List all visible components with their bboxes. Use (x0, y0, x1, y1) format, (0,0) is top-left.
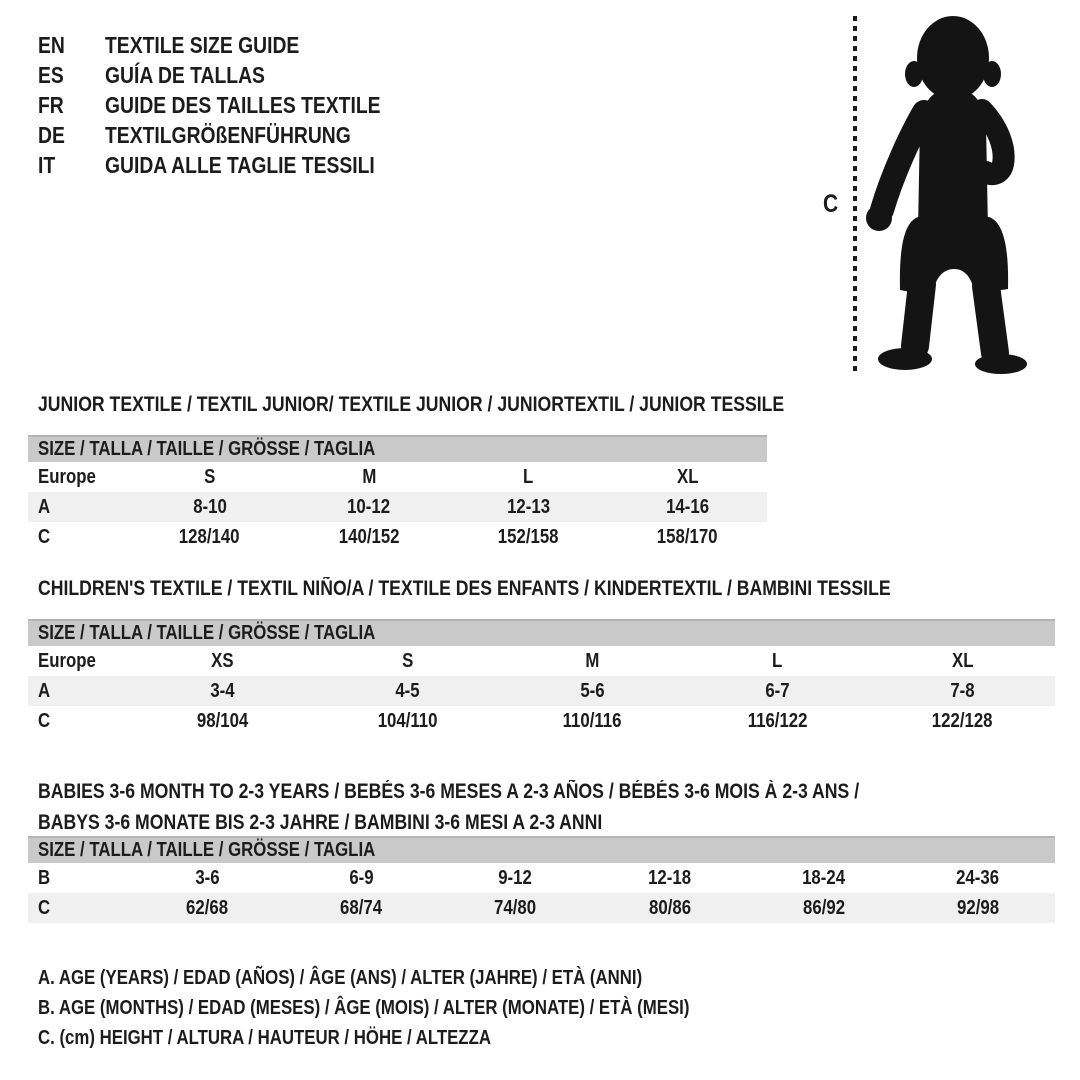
row-label-cell (28, 676, 130, 706)
value-cell (130, 863, 284, 893)
lang-code-fr: FR (38, 92, 64, 118)
legend-height-cm: C. (cm) HEIGHT / ALTURA / HAUTEUR / HÖHE / ALTEZZA (38, 1027, 491, 1049)
value-text: 6-9 (349, 867, 374, 889)
value-cell (500, 706, 685, 736)
row-label: C (38, 710, 51, 732)
row-label: C (38, 526, 51, 548)
babies-size-table (28, 836, 1055, 923)
table-row (28, 492, 767, 522)
lang-code-it: IT (38, 152, 56, 178)
value-cell (438, 893, 592, 923)
size-header-label: SIZE / TALLA / TAILLE / GRÖSSE / TAGLIA (38, 622, 376, 644)
value-cell (130, 522, 289, 552)
row-label-cell (28, 492, 130, 522)
value-text: L (772, 650, 783, 672)
legend-age-months: B. AGE (MONTHS) / EDAD (MESES) / ÂGE (MOIS) / ALTER (MONATE) / ETÀ (MESI) (38, 997, 690, 1019)
value-text: 104/110 (377, 710, 438, 732)
toddler-silhouette-shape (866, 16, 1027, 374)
value-text: 86/92 (802, 897, 845, 919)
value-cell (449, 492, 608, 522)
children-size-table (28, 619, 1055, 736)
table-row (28, 522, 767, 552)
row-label-cell (28, 462, 130, 492)
value-text: 12-13 (506, 496, 550, 518)
value-cell (130, 706, 315, 736)
language-header (38, 30, 433, 180)
size-header-bar (28, 619, 1055, 646)
lang-code-en: EN (38, 32, 65, 58)
lang-title-en: TEXTILE SIZE GUIDE (105, 32, 300, 58)
value-cell (608, 462, 767, 492)
legend-age-years: A. AGE (YEARS) / EDAD (AÑOS) / ÂGE (ANS) / ALTER (JAHRE) / ETÀ (ANNI) (38, 967, 643, 989)
value-cell (685, 676, 870, 706)
row-label-cell (28, 706, 130, 736)
value-text: 7-8 (950, 680, 975, 702)
section-title-junior: JUNIOR TEXTILE / TEXTIL JUNIOR/ TEXTILE JUNIOR / JUNIORTEXTIL / JUNIOR TESSILE (38, 393, 785, 416)
value-text: L (522, 466, 534, 488)
row-label: B (38, 867, 51, 889)
lang-title-es: GUÍA DE TALLAS (105, 62, 265, 88)
value-cell (289, 492, 448, 522)
value-text: 6-7 (765, 680, 790, 702)
value-text: 122/128 (932, 710, 993, 732)
lang-row-fr (38, 90, 433, 120)
size-header-label: SIZE / TALLA / TAILLE / GRÖSSE / TAGLIA (38, 438, 376, 460)
lang-title-de: TEXTILGRÖßENFÜHRUNG (105, 122, 351, 148)
size-header-label: SIZE / TALLA / TAILLE / GRÖSSE / TAGLIA (38, 839, 376, 861)
value-text: 10-12 (347, 496, 391, 518)
value-cell (284, 893, 438, 923)
lang-row-es (38, 60, 433, 90)
row-label: A (38, 680, 51, 702)
value-cell (685, 646, 870, 676)
section-title-children: CHILDREN'S TEXTILE / TEXTIL NIÑO/A / TEXTILE DES ENFANTS / KINDERTEXTIL / BAMBINI TESSILE (38, 577, 891, 600)
section-title-babies-line1: BABIES 3-6 MONTH TO 2-3 YEARS / BEBÉS 3-6 MESES A 2-3 AÑOS / BÉBÉS 3-6 MOIS À 2-3 ANS / (38, 780, 860, 803)
row-label-cell (28, 893, 130, 923)
value-text: 92/98 (956, 897, 999, 919)
lang-row-en (38, 30, 433, 60)
value-cell (315, 706, 500, 736)
value-cell (438, 863, 592, 893)
value-text: 68/74 (340, 897, 383, 919)
value-text: 80/86 (648, 897, 691, 919)
value-text: 110/116 (563, 710, 622, 732)
value-text: 128/140 (179, 526, 240, 548)
lang-row-it (38, 150, 433, 180)
value-cell (130, 492, 289, 522)
value-cell (130, 676, 315, 706)
value-text: 24-36 (956, 867, 1000, 889)
value-cell (593, 863, 747, 893)
table-row (28, 462, 767, 492)
lang-title-it: GUIDA ALLE TAGLIE TESSILI (105, 152, 375, 178)
table-row (28, 706, 1055, 736)
value-cell (901, 893, 1055, 923)
value-cell (500, 646, 685, 676)
row-label: Europe (38, 650, 96, 672)
row-label-cell (28, 646, 130, 676)
height-measure-label: C (823, 190, 839, 218)
table-row (28, 893, 1055, 923)
value-cell (685, 706, 870, 736)
row-label-cell (28, 863, 130, 893)
value-text: 158/170 (657, 526, 718, 548)
value-text: 140/152 (338, 526, 400, 548)
value-text: 3-6 (194, 867, 220, 889)
value-cell (608, 522, 767, 552)
value-cell (130, 462, 289, 492)
value-text: 152/158 (497, 526, 559, 548)
height-dotted-line (853, 16, 857, 374)
value-cell (870, 706, 1055, 736)
size-header-bar (28, 435, 767, 462)
row-label: C (38, 897, 51, 919)
value-text: XL (951, 650, 974, 672)
value-cell (747, 863, 901, 893)
size-header-bar (28, 836, 1055, 863)
value-text: 9-12 (498, 867, 533, 889)
value-text: 12-18 (648, 867, 692, 889)
value-cell (870, 646, 1055, 676)
value-cell (315, 646, 500, 676)
row-label-cell (28, 522, 130, 552)
value-cell (870, 676, 1055, 706)
value-cell (449, 522, 608, 552)
row-label: A (38, 496, 51, 518)
value-text: 3-4 (210, 680, 235, 702)
lang-row-de (38, 120, 433, 150)
value-text: S (401, 650, 414, 672)
value-cell (284, 863, 438, 893)
section-title-babies-line2: BABYS 3-6 MONATE BIS 2-3 JAHRE / BAMBINI 3-6 MESI A 2-3 ANNI (38, 811, 603, 834)
table-row (28, 646, 1055, 676)
value-text: 5-6 (580, 680, 605, 702)
row-label: Europe (38, 466, 96, 488)
value-text: M (585, 650, 600, 672)
value-cell (747, 893, 901, 923)
lang-code-de: DE (38, 122, 65, 148)
lang-title-fr: GUIDE DES TAILLES TEXTILE (105, 92, 381, 118)
value-cell (289, 462, 448, 492)
junior-size-table (28, 435, 767, 552)
lang-code-es: ES (38, 62, 64, 88)
value-text: 116/122 (747, 710, 808, 732)
table-row (28, 863, 1055, 893)
value-cell (289, 522, 448, 552)
value-text: 18-24 (802, 867, 846, 889)
table-row (28, 676, 1055, 706)
value-cell (130, 893, 284, 923)
value-text: 4-5 (395, 680, 420, 702)
value-text: S (204, 466, 216, 488)
value-text: 98/104 (196, 710, 249, 732)
value-text: XL (676, 466, 699, 488)
value-cell (901, 863, 1055, 893)
value-text: 62/68 (186, 897, 229, 919)
value-cell (500, 676, 685, 706)
value-cell (449, 462, 608, 492)
value-cell (608, 492, 767, 522)
value-text: XS (211, 650, 234, 672)
toddler-silhouette (858, 12, 1030, 376)
value-text: 8-10 (192, 496, 227, 518)
value-text: 74/80 (494, 897, 537, 919)
value-cell (130, 646, 315, 676)
value-text: 14-16 (665, 496, 709, 518)
value-cell (315, 676, 500, 706)
value-text: M (361, 466, 376, 488)
value-cell (593, 893, 747, 923)
